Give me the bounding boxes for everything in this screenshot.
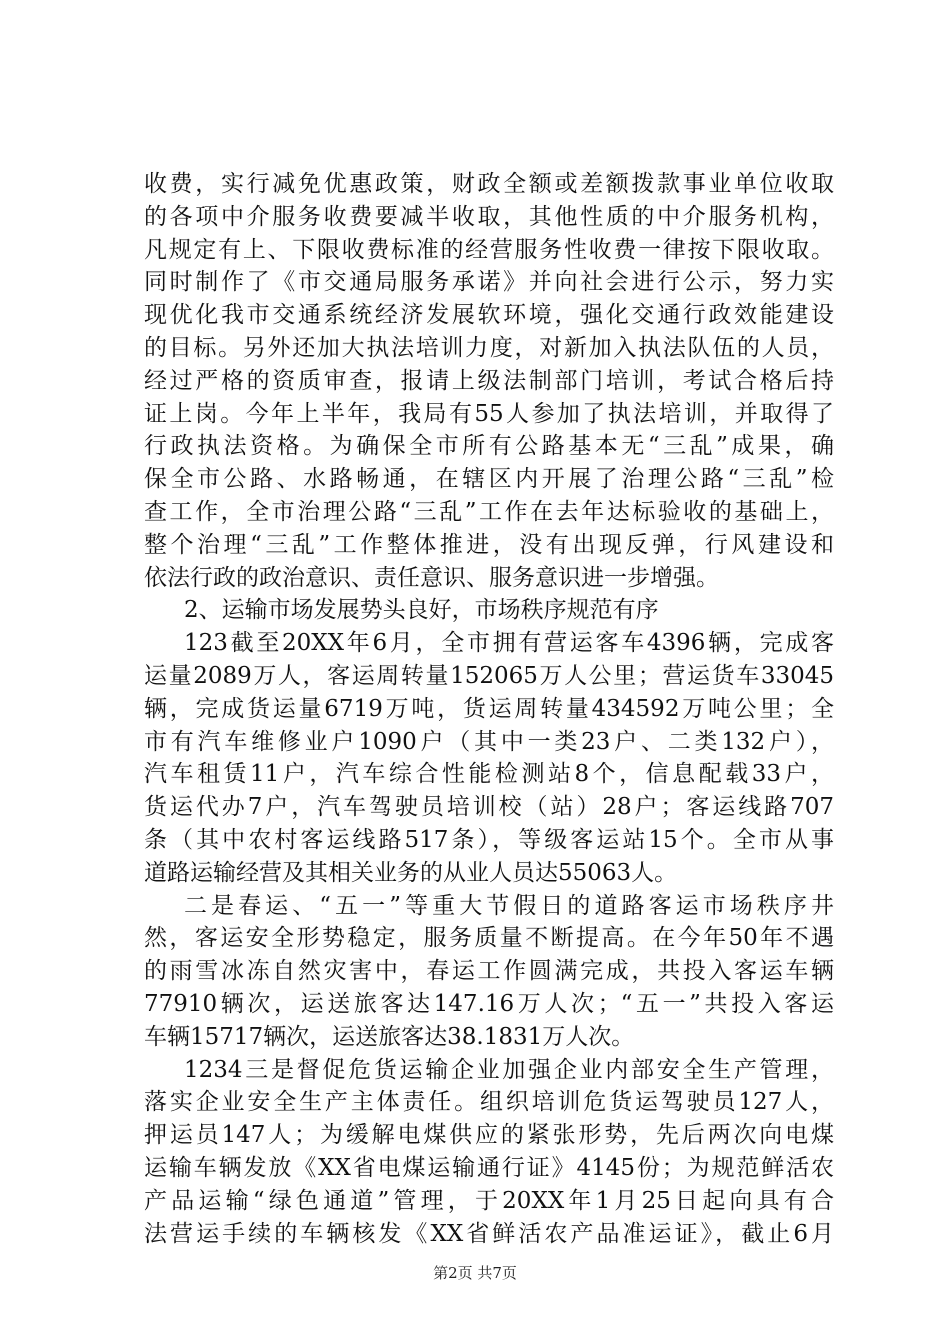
text-line: 同时制作了《市交通局服务承诺》并向社会进行公示，努力实	[144, 269, 834, 296]
text-line: 的雨雪冰冻自然灾害中，春运工作圆满完成，共投入客运车辆	[144, 958, 834, 985]
text-line: 123截至20XX年6月，全市拥有营运客车4396辆，完成客	[184, 630, 834, 657]
text-line: 的目标。另外还加大执法培训力度，对新加入执法队伍的人员，	[144, 334, 834, 361]
text-line: 市有汽车维修业户1090户（其中一类23户、二类132户），	[144, 728, 834, 755]
page-number-footer: 第2页 共7页	[433, 1264, 517, 1282]
text-line: 货运代办7户，汽车驾驶员培训校（站）28户；客运线路707	[144, 794, 834, 821]
text-line: 条（其中农村客运线路517条），等级客运站15个。全市从事	[144, 826, 834, 853]
text-line: 现优化我市交通系统经济发展软环境，强化交通行政效能建设	[144, 302, 834, 329]
section-heading: 2、运输市场发展势头良好，市场秩序规范有序	[184, 597, 659, 624]
text-line: 运量2089万人，客运周转量152065万人公里；营运货车33045	[144, 662, 834, 689]
text-line: 保全市公路、水路畅通，在辖区内开展了治理公路“三乱”检	[144, 466, 834, 493]
text-line: 二是春运、“五一”等重大节假日的道路客运市场秩序井	[184, 892, 834, 919]
text-line: 依法行政的政治意识、责任意识、服务意识进一步增强。	[144, 564, 719, 591]
text-line: 押运员147人；为缓解电煤供应的紧张形势，先后两次向电煤	[144, 1122, 834, 1149]
text-line: 汽车租赁11户，汽车综合性能检测站8个，信息配载33户，	[144, 761, 834, 788]
text-line: 法营运手续的车辆核发《XX省鲜活农产品准运证》，截止6月	[144, 1220, 834, 1247]
text-line: 证上岗。今年上半年，我局有55人参加了执法培训，并取得了	[144, 400, 834, 427]
text-line: 的各项中介服务收费要减半收取，其他性质的中介服务机构，	[144, 203, 834, 230]
text-line: 行政执法资格。为确保全市所有公路基本无“三乱”成果，确	[144, 433, 834, 460]
text-line: 道路运输经营及其相关业务的从业人员达55063人。	[144, 859, 678, 886]
text-line: 运输车辆发放《XX省电煤运输通行证》4145份；为规范鲜活农	[144, 1154, 834, 1181]
document-body	[144, 168, 834, 1250]
text-line: 产品运输“绿色通道”管理，于20XX年1月25日起向具有合	[144, 1187, 834, 1214]
text-line: 经过严格的资质审查，报请上级法制部门培训，考试合格后持	[144, 367, 834, 394]
text-line: 收费，实行减免优惠政策，财政全额或差额拨款事业单位收取	[144, 171, 834, 197]
text-line: 辆，完成货运量6719万吨，货运周转量434592万吨公里；全	[144, 695, 834, 722]
text-line: 1234三是督促危货运输企业加强企业内部安全生产管理，	[184, 1056, 834, 1083]
text-line: 车辆15717辆次，运送旅客达38.1831万人次。	[144, 1023, 635, 1050]
text-line: 整个治理“三乱”工作整体推进，没有出现反弹，行风建设和	[144, 531, 834, 558]
text-line: 然，客运安全形势稳定，服务质量不断提高。在今年50年不遇	[144, 925, 834, 952]
text-line: 落实企业安全生产主体责任。组织培训危货运驾驶员127人，	[144, 1089, 834, 1116]
text-line: 77910辆次，运送旅客达147.16万人次；“五一”共投入客运	[144, 990, 834, 1017]
text-line: 查工作，全市治理公路“三乱”工作在去年达标验收的基础上，	[144, 498, 834, 525]
text-line: 凡规定有上、下限收费标准的经营服务性收费一律按下限收取。	[144, 236, 834, 263]
